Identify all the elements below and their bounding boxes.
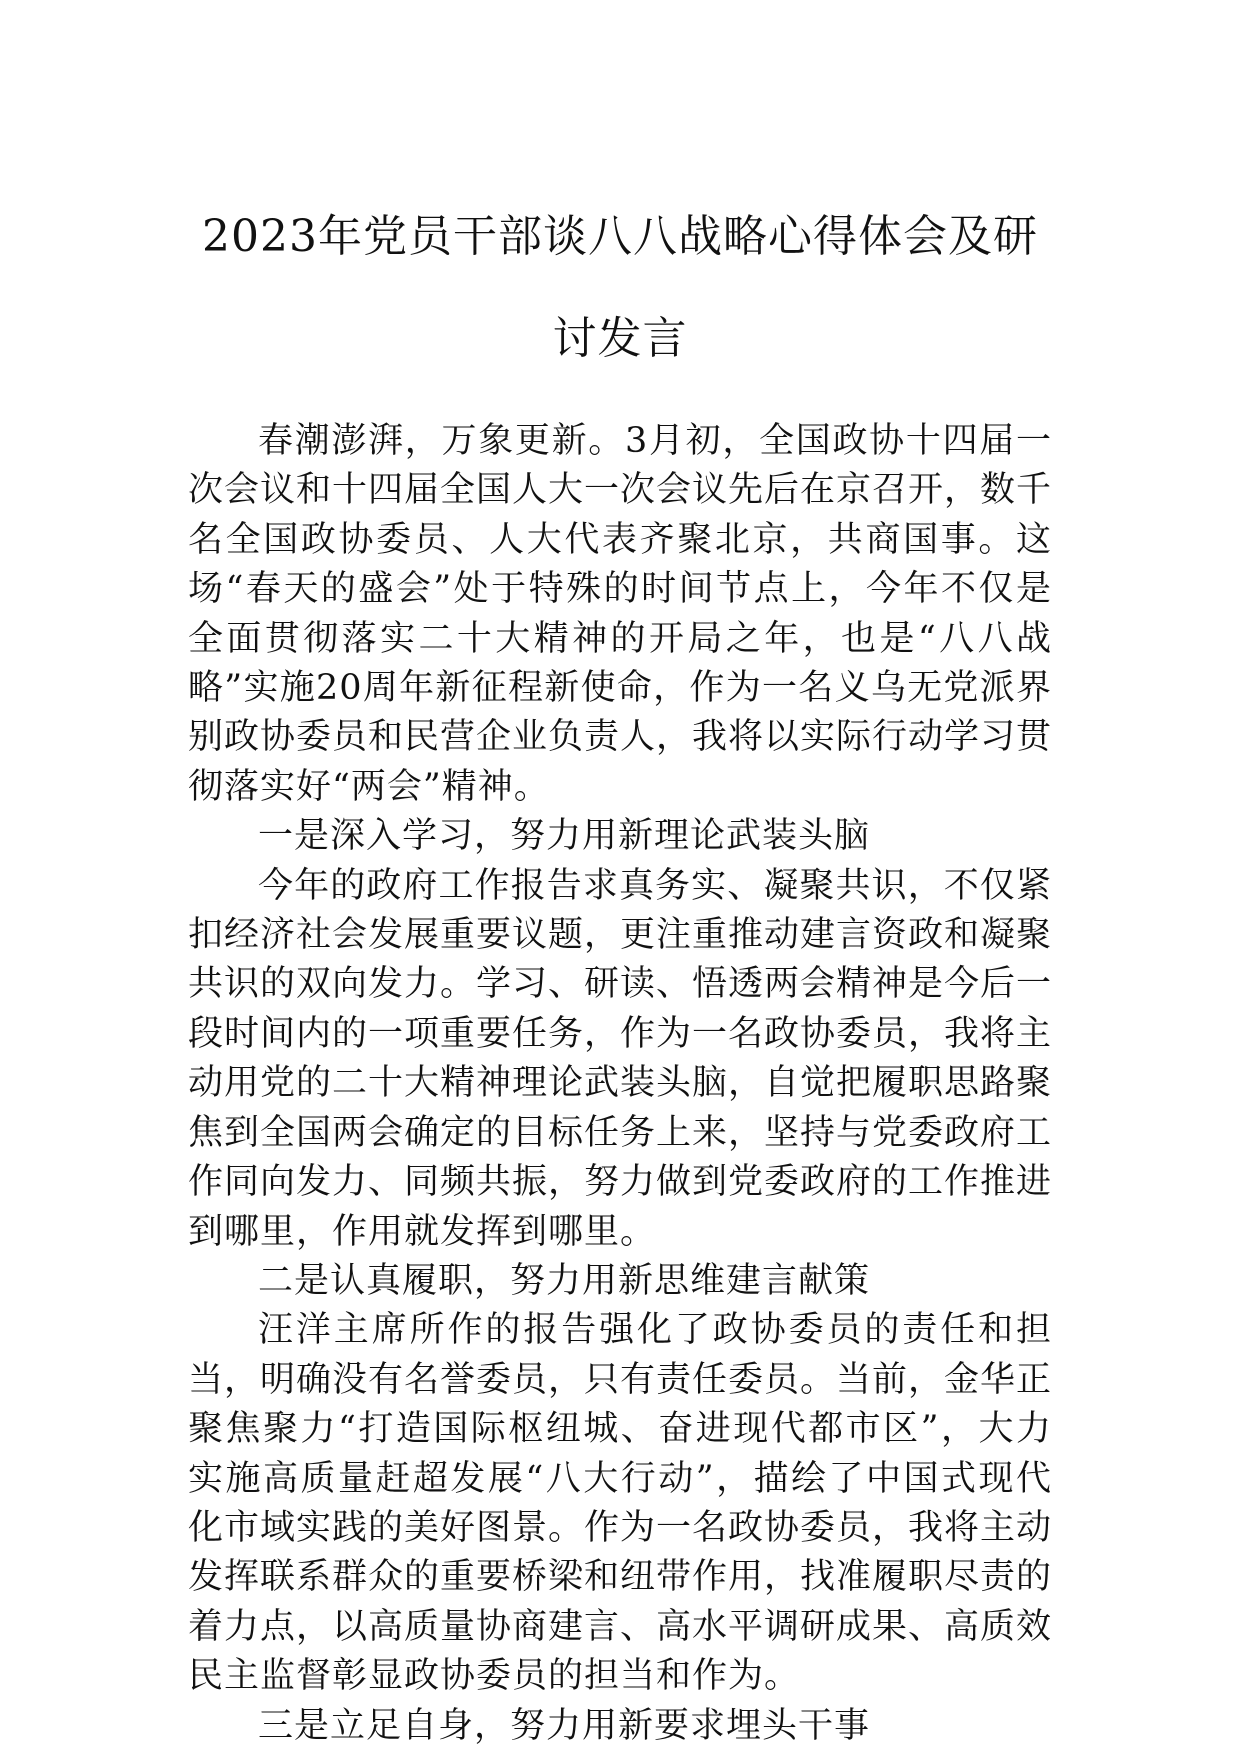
section-heading-1: 一是深入学习，努力用新理论武装头脑 [258,816,871,857]
document-body [188,417,1052,1751]
paragraph-duty: 汪洋主席所作的报告强化了政协委员的责任和担当，明确没有名誉委员，只有责任委员。当前，金华正聚焦聚力“打造国际枢纽城、奋进现代都市区”，大力实施高质量赶超发展“八大行动”，描绘了中国式现代化市域实践的美好图景。作为一名政协委员，我将主动发挥联系群众的重要桥梁和纽带作用，找准履职尽责的着力点，以高质量协商建言、高水平调研成果、高质效民主监督彰显政协委员的担当和作为。 [188,1310,1053,1697]
paragraph-study: 今年的政府工作报告求真务实、凝聚共识，不仅紧扣经济社会发展重要议题，更注重推动建言资政和凝聚共识的双向发力。学习、研读、悟透两会精神是今后一段时间内的一项重要任务，作为一名政协委员，我将主动用党的二十大精神理论武装头脑，自觉把履职思路聚焦到全国两会确定的目标任务上来，坚持与党委政府工作同向发力、同频共振，努力做到党委政府的工作推进到哪里，作用就发挥到哪里。 [188,865,1053,1252]
document-title: 2023年党员干部谈八八战略心得体会及研讨发言 [202,211,1038,364]
section-heading-2: 二是认真履职，努力用新思维建言献策 [258,1260,871,1301]
section-heading-3: 三是立足自身，努力用新要求埋头干事 [258,1705,871,1746]
paragraph-intro: 春潮澎湃，万象更新。3月初，全国政协十四届一次会议和十四届全国人大一次会议先后在京召开，数千名全国政协委员、人大代表齐聚北京，共商国事。这场“春天的盛会”处于特殊的时间节点上，今年不仅是全面贯彻落实二十大精神的开局之年，也是“八八战略”实施20周年新征程新使命，作为一名义乌无党派界别政协委员和民营企业负责人，我将以实际行动学习贯彻落实好“两会”精神。 [188,421,1053,807]
